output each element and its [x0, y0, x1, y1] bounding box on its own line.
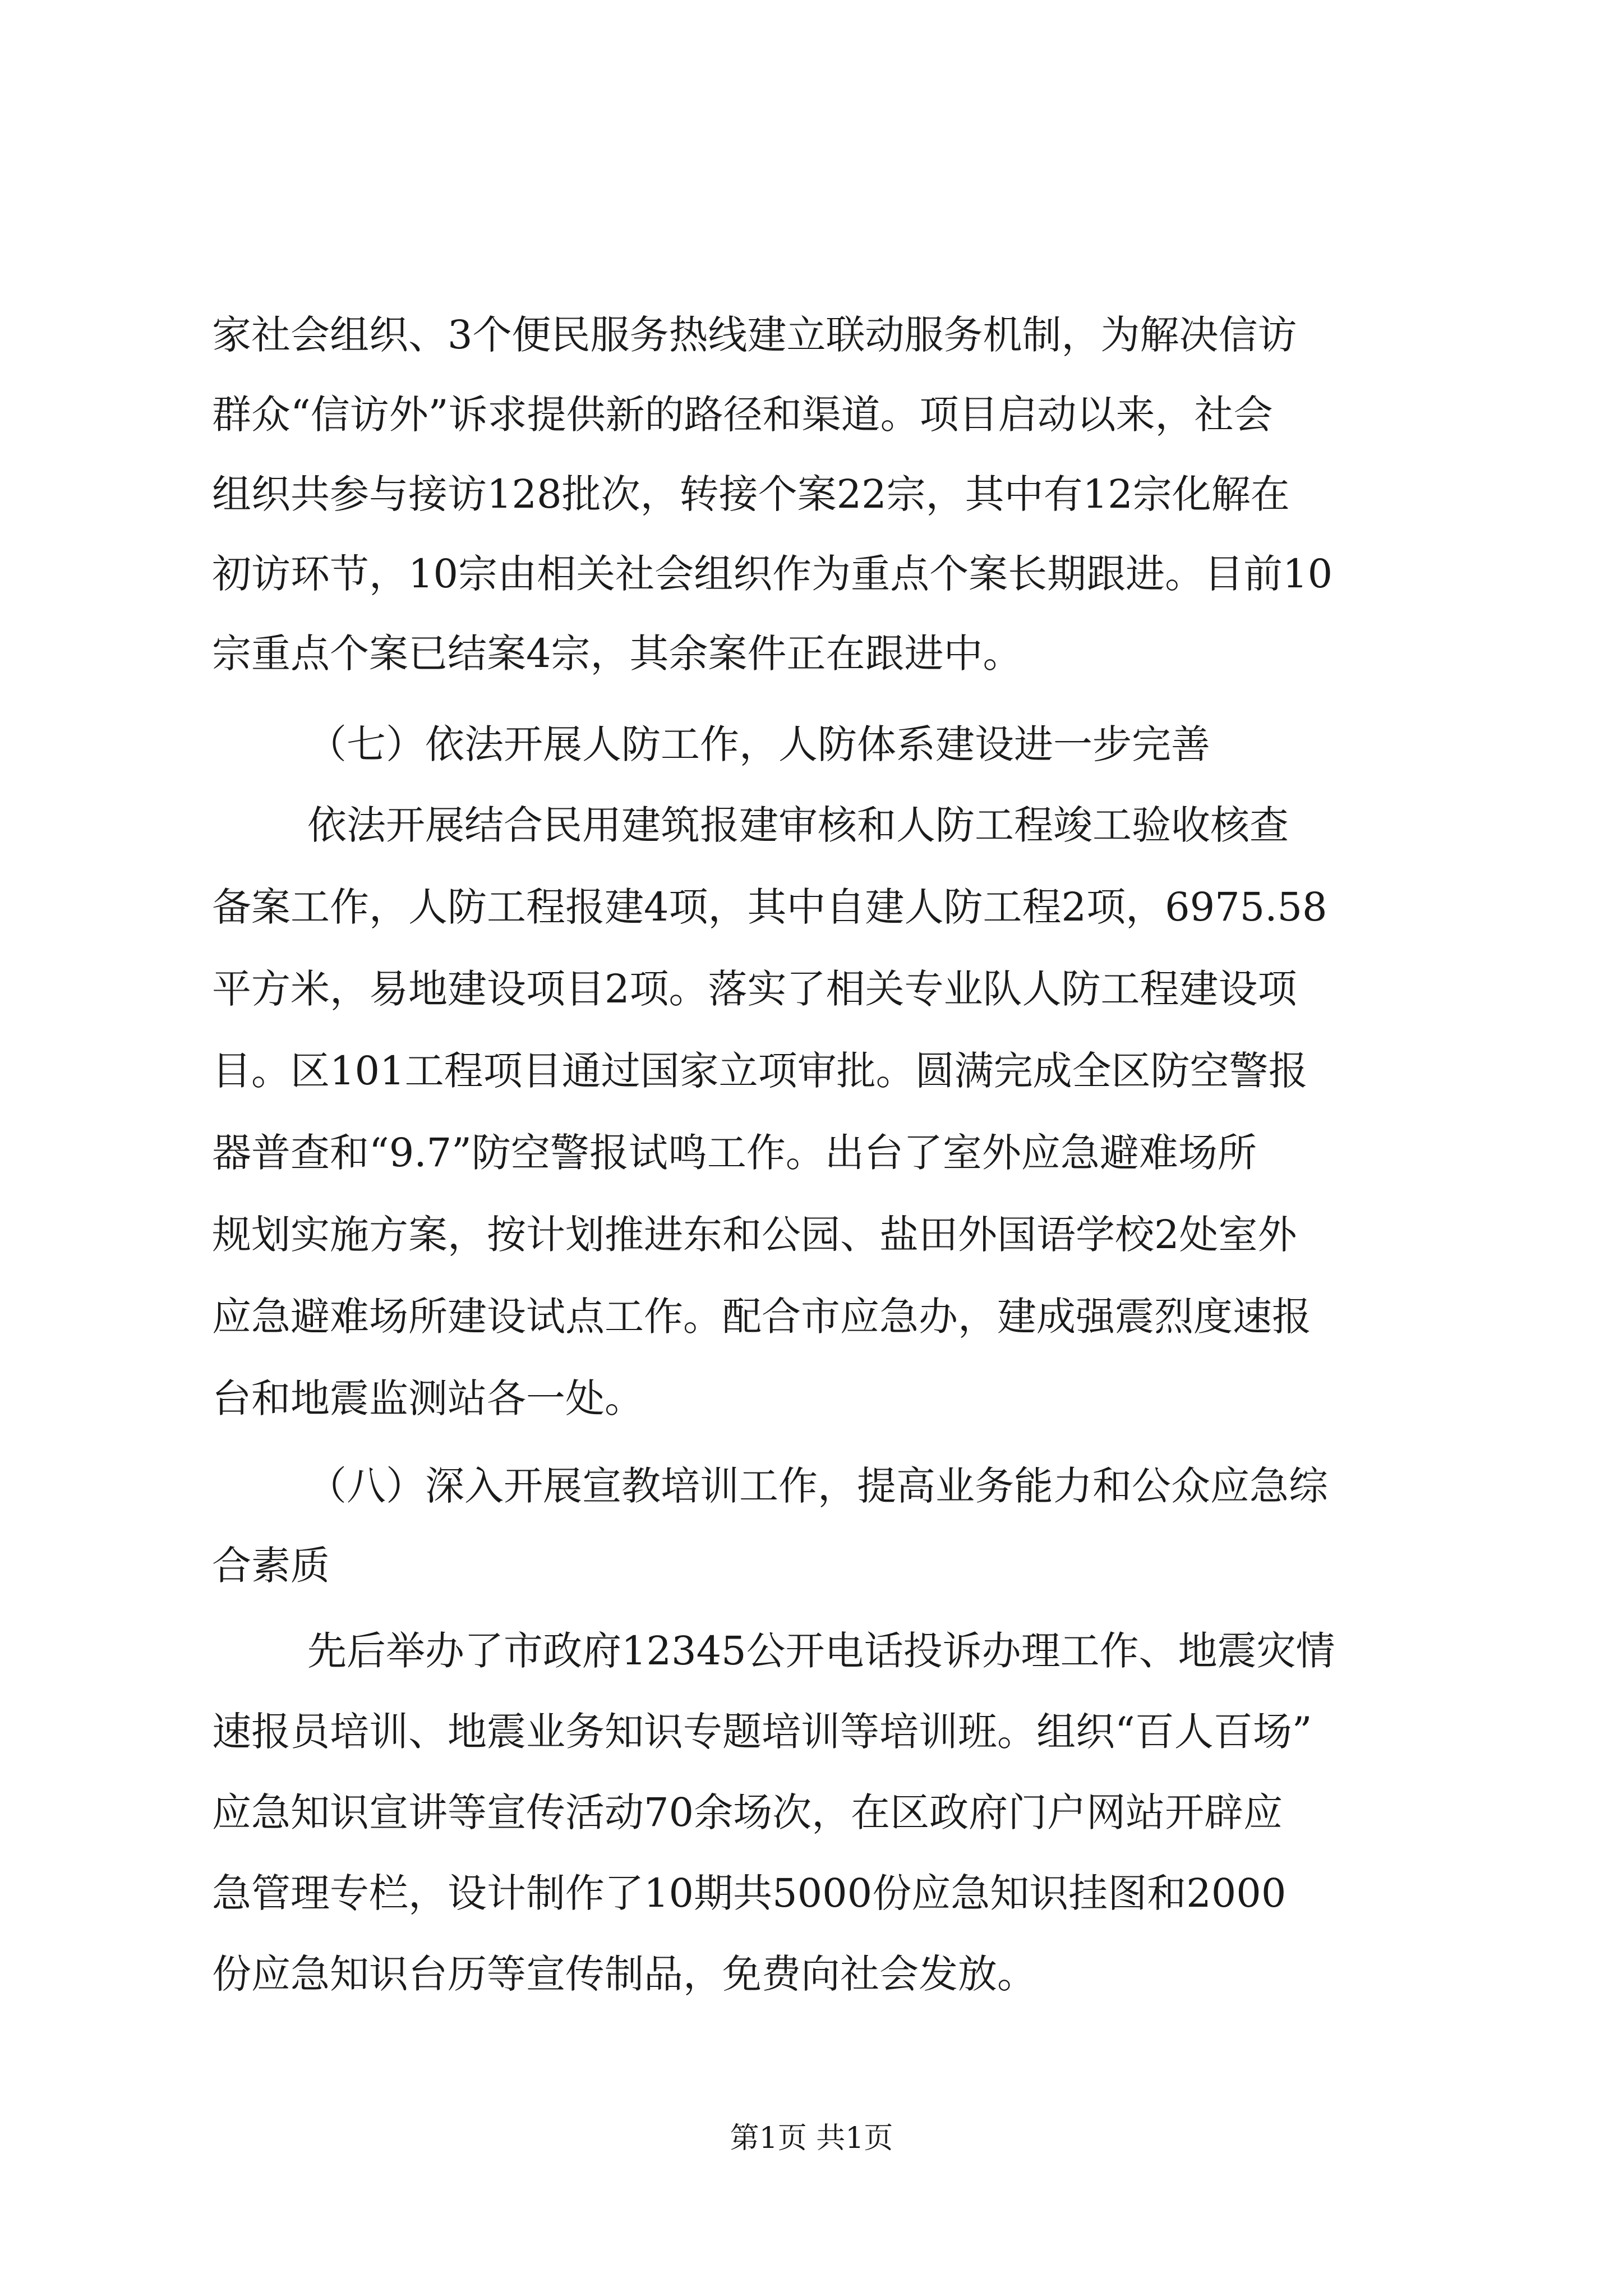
section-heading-7: （七）依法开展人防工作，人防体系建设进一步完善 [307, 721, 1210, 767]
body-text-line: 急管理专栏，设计制作了10期共5000份应急知识挂图和2000 [212, 1870, 1287, 1916]
body-text-line: 群众“信访外”诉求提供新的路径和渠道。项目启动以来，社会 [212, 392, 1273, 438]
body-text-line: 依法开展结合民用建筑报建审核和人防工程竣工验收核查 [307, 802, 1289, 848]
body-text-line: 应急知识宣讲等宣传活动70余场次，在区政府门户网站开辟应 [212, 1789, 1283, 1835]
body-text-line: 组织共参与接访128批次，转接个案22宗，其中有12宗化解在 [212, 471, 1290, 517]
body-text-line: 备案工作，人防工程报建4项，其中自建人防工程2项，6975.58 [212, 884, 1327, 930]
body-text-line: 宗重点个案已结案4宗，其余案件正在跟进中。 [212, 631, 1022, 677]
body-text-line: 台和地震监测站各一处。 [212, 1375, 644, 1421]
page-footer: 第1页 共1页 [730, 2122, 893, 2155]
section-heading-8: （八）深入开展宣教培训工作，提高业务能力和公众应急综 [307, 1463, 1328, 1509]
body-text-line: 应急避难场所建设试点工作。配合市应急办，建成强震烈度速报 [212, 1294, 1311, 1340]
body-text-line: 初访环节，10宗由相关社会组织作为重点个案长期跟进。目前10 [212, 551, 1333, 597]
body-text-line: 规划实施方案，按计划推进东和公园、盐田外国语学校2处室外 [212, 1212, 1297, 1258]
body-text-line: 先后举办了市政府12345公开电话投诉办理工作、地震灾情 [307, 1628, 1335, 1674]
section-heading-8-continued: 合素质 [212, 1543, 330, 1589]
body-text-line: 速报员培训、地震业务知识专题培训等培训班。组织“百人百场” [212, 1709, 1312, 1755]
body-text-line: 器普查和“9.7”防空警报试鸣工作。出台了室外应急避难场所 [212, 1130, 1257, 1176]
body-text-line: 平方米，易地建设项目2项。落实了相关专业队人防工程建设项 [212, 966, 1297, 1012]
body-text-line: 份应急知识台历等宣传制品，免费向社会发放。 [212, 1951, 1036, 1997]
body-text-line: 家社会组织、3个便民服务热线建立联动服务机制，为解决信访 [212, 312, 1297, 358]
body-text-line: 目。区101工程项目通过国家立项审批。圆满完成全区防空警报 [212, 1048, 1308, 1094]
